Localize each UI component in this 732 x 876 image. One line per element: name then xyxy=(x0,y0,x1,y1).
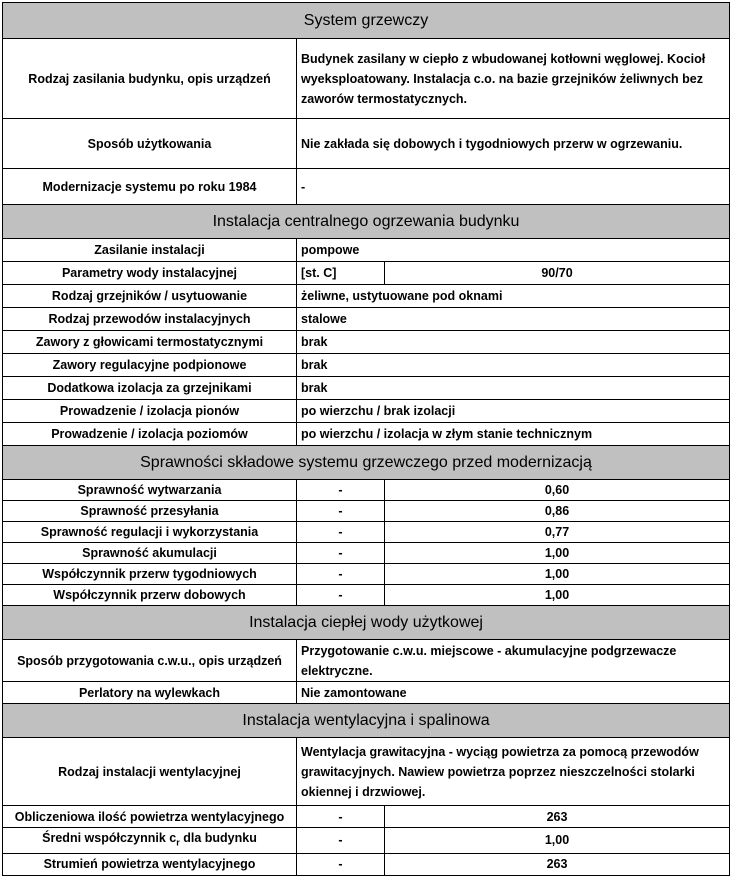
row-unit: - xyxy=(297,564,385,585)
table-row xyxy=(3,239,730,262)
row-label: Perlatory na wylewkach xyxy=(3,682,297,704)
section-title-central: Instalacja centralnego ogrzewania budynku xyxy=(3,205,730,239)
table-row xyxy=(3,423,730,446)
row-label: Prowadzenie / izolacja pionów xyxy=(3,400,297,423)
row-label: Sprawność przesyłania xyxy=(3,501,297,522)
row-label: Sposób użytkowania xyxy=(3,119,297,169)
row-unit: - xyxy=(297,853,385,875)
building-data-table xyxy=(2,2,730,876)
table-row xyxy=(3,853,730,875)
row-unit: - xyxy=(297,543,385,564)
section-header-row xyxy=(3,704,730,738)
row-unit: [st. C] xyxy=(297,262,385,285)
row-label: Sprawność wytwarzania xyxy=(3,480,297,501)
row-value: 1,00 xyxy=(385,828,730,854)
row-label: Prowadzenie / izolacja poziomów xyxy=(3,423,297,446)
row-value: 1,00 xyxy=(385,543,730,564)
section-title-heating: System grzewczy xyxy=(3,3,730,39)
row-value: Budynek zasilany w ciepło z wbudowanej kotłowni węglowej. Kocioł wyeksploatowany. Instalacja c.o. na bazie grzejników żeliwnych bez zaworów termostatycznych. xyxy=(297,39,730,119)
section-header-row xyxy=(3,3,730,39)
row-label: Dodatkowa izolacja za grzejnikami xyxy=(3,377,297,400)
table-row xyxy=(3,585,730,606)
row-value: 90/70 xyxy=(385,262,730,285)
row-value: Wentylacja grawitacyjna - wyciąg powietrza za pomocą przewodów grawitacyjnych. Nawiew powietrza poprzez nieszczelności stolarki okiennej i drzwiowej. xyxy=(297,738,730,806)
row-label: Rodzaj grzejników / usytuowanie xyxy=(3,285,297,308)
row-label: Sprawność regulacji i wykorzystania xyxy=(3,522,297,543)
section-header-row xyxy=(3,446,730,480)
row-label: Rodzaj instalacji wentylacyjnej xyxy=(3,738,297,806)
row-label: Modernizacje systemu po roku 1984 xyxy=(3,169,297,205)
table-row xyxy=(3,308,730,331)
row-label: Współczynnik przerw dobowych xyxy=(3,585,297,606)
table-row xyxy=(3,828,730,854)
table-row xyxy=(3,119,730,169)
row-value: 0,60 xyxy=(385,480,730,501)
table-row xyxy=(3,682,730,704)
row-label: Zawory z głowicami termostatycznymi xyxy=(3,331,297,354)
row-value: 263 xyxy=(385,806,730,828)
row-value: stalowe xyxy=(297,308,730,331)
table-row xyxy=(3,543,730,564)
section-title-efficiency: Sprawności składowe systemu grzewczego przed modernizacją xyxy=(3,446,730,480)
section-title-hot-water: Instalacja ciepłej wody użytkowej xyxy=(3,606,730,640)
row-value: Nie zamontowane xyxy=(297,682,730,704)
section-header-row xyxy=(3,205,730,239)
row-value: - xyxy=(297,169,730,205)
row-unit: - xyxy=(297,828,385,854)
table-row xyxy=(3,377,730,400)
row-unit: - xyxy=(297,806,385,828)
row-value: Przygotowanie c.w.u. miejscowe - akumulacyjne podgrzewacze elektryczne. xyxy=(297,640,730,682)
label-tail: dla budynku xyxy=(179,831,257,845)
row-label: Obliczeniowa ilość powietrza wentylacyjnego xyxy=(3,806,297,828)
row-label: Rodzaj zasilania budynku, opis urządzeń xyxy=(3,39,297,119)
row-value: po wierzchu / izolacja w złym stanie technicznym xyxy=(297,423,730,446)
section-header-row xyxy=(3,606,730,640)
row-label: Zasilanie instalacji xyxy=(3,239,297,262)
row-value: żeliwne, ustytuowane pod oknami xyxy=(297,285,730,308)
row-value: brak xyxy=(297,331,730,354)
table-row xyxy=(3,806,730,828)
row-value: po wierzchu / brak izolacji xyxy=(297,400,730,423)
row-value: Nie zakłada się dobowych i tygodniowych przerw w ogrzewaniu. xyxy=(297,119,730,169)
row-value: brak xyxy=(297,354,730,377)
table-row xyxy=(3,738,730,806)
row-label: Sposób przygotowania c.w.u., opis urządzeń xyxy=(3,640,297,682)
row-value: brak xyxy=(297,377,730,400)
table-row xyxy=(3,354,730,377)
row-value: pompowe xyxy=(297,239,730,262)
section-title-ventilation: Instalacja wentylacyjna i spalinowa xyxy=(3,704,730,738)
table-row xyxy=(3,564,730,585)
row-value: 0,77 xyxy=(385,522,730,543)
row-unit: - xyxy=(297,585,385,606)
row-value: 0,86 xyxy=(385,501,730,522)
row-label: Zawory regulacyjne podpionowe xyxy=(3,354,297,377)
row-value: 1,00 xyxy=(385,585,730,606)
table-row xyxy=(3,169,730,205)
row-unit: - xyxy=(297,480,385,501)
table-row xyxy=(3,501,730,522)
row-label xyxy=(3,828,297,854)
table-row xyxy=(3,285,730,308)
table-row xyxy=(3,331,730,354)
row-value: 1,00 xyxy=(385,564,730,585)
table-row xyxy=(3,39,730,119)
row-label: Strumień powietrza wentylacyjnego xyxy=(3,853,297,875)
table-row xyxy=(3,522,730,543)
label-main: Średni współczynnik c xyxy=(42,831,177,845)
row-label: Sprawność akumulacji xyxy=(3,543,297,564)
table-row xyxy=(3,262,730,285)
row-label: Rodzaj przewodów instalacyjnych xyxy=(3,308,297,331)
label-subscript: r xyxy=(176,837,180,848)
table-row xyxy=(3,640,730,682)
table-row xyxy=(3,480,730,501)
row-label: Współczynnik przerw tygodniowych xyxy=(3,564,297,585)
row-unit: - xyxy=(297,522,385,543)
row-value: 263 xyxy=(385,853,730,875)
row-label: Parametry wody instalacyjnej xyxy=(3,262,297,285)
row-unit: - xyxy=(297,501,385,522)
table-row xyxy=(3,400,730,423)
